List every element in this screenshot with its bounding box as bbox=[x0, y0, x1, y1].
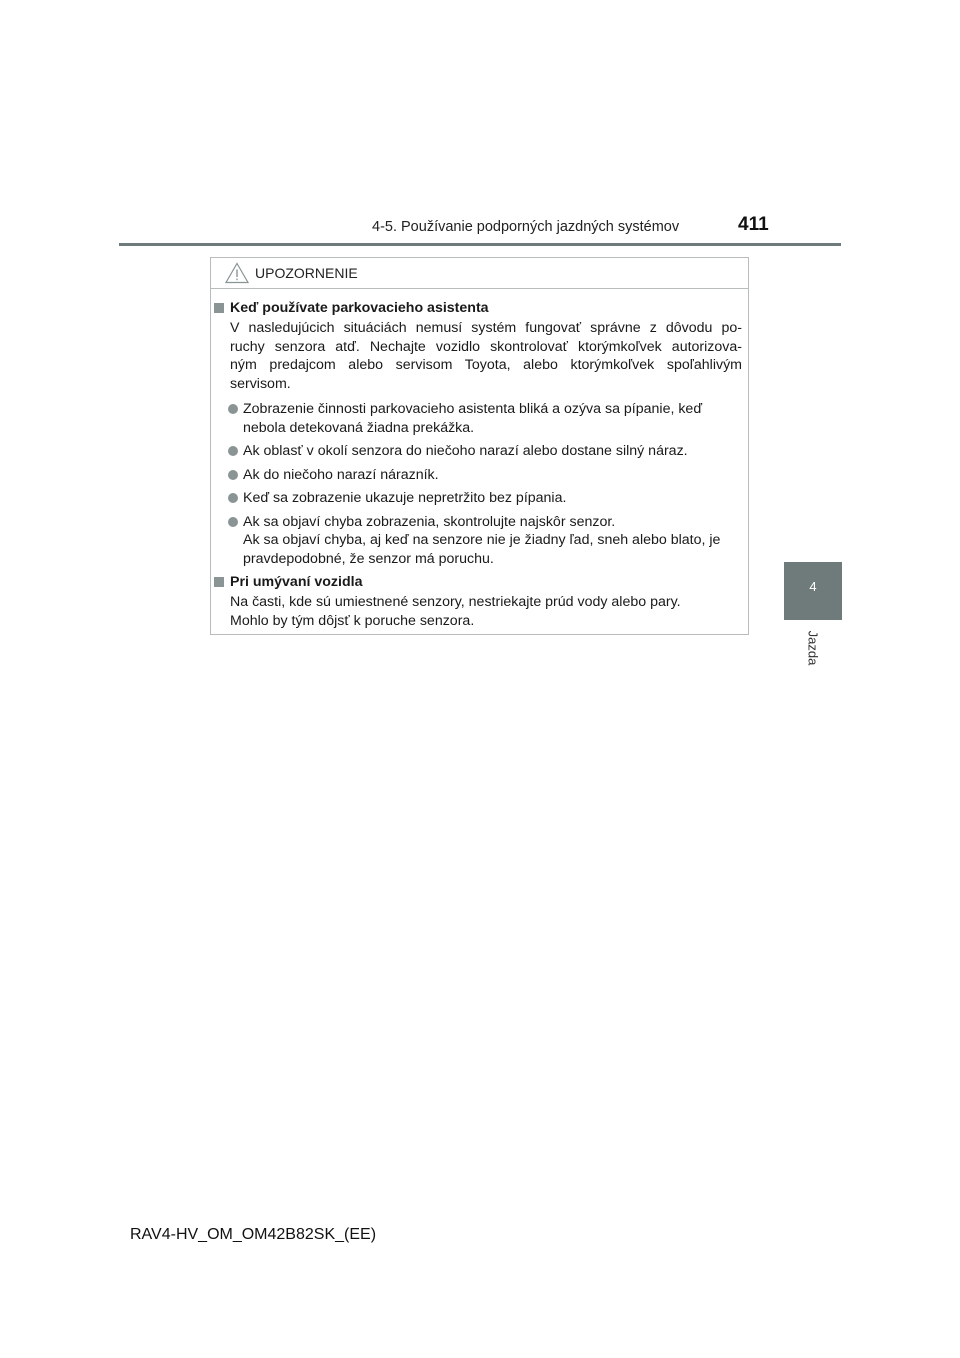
chapter-tab-number: 4 bbox=[784, 562, 842, 620]
paragraph-line: Na časti, kde sú umiestnené senzory, nestriekajte prúd vody alebo pary. bbox=[230, 594, 681, 610]
list-item bbox=[211, 466, 742, 485]
round-bullet-icon bbox=[228, 446, 238, 456]
paragraph-line: ruchy senzora atď. Nechajte vozidlo skontrolovať ktorýmkoľvek autorizova- bbox=[230, 338, 742, 355]
caution-title: UPOZORNENIE bbox=[255, 265, 358, 281]
list-item bbox=[211, 513, 742, 569]
section-heading bbox=[211, 573, 748, 591]
section-heading-text: Pri umývaní vozidla bbox=[230, 574, 363, 590]
list-item-text: Ak sa objaví chyba zobrazenia, skontrolujte najskôr senzor. bbox=[243, 513, 616, 530]
caution-box bbox=[210, 257, 749, 635]
list-item-text: Zobrazenie činnosti parkovacieho asistenta bliká a ozýva sa pípanie, keď nebola detekovaná žiadna prekážka. bbox=[243, 401, 703, 436]
list-item bbox=[211, 489, 742, 508]
page-section-title: 4-5. Používanie podporných jazdných systémov bbox=[372, 219, 680, 235]
caution-content bbox=[211, 299, 748, 630]
chapter-label-text: Jazda bbox=[805, 630, 821, 666]
caution-header bbox=[211, 258, 748, 289]
chapter-tab-label bbox=[778, 628, 848, 678]
section-paragraph bbox=[230, 319, 742, 393]
section-paragraph bbox=[230, 593, 742, 630]
round-bullet-icon bbox=[228, 493, 238, 503]
list-item-text: Ak do niečoho narazí nárazník. bbox=[243, 466, 439, 483]
section-heading-text: Keď používate parkovacieho asistenta bbox=[230, 300, 489, 316]
list-item-text: Keď sa zobrazenie ukazuje nepretržito bez pípania. bbox=[243, 490, 567, 506]
round-bullet-icon bbox=[228, 404, 238, 414]
paragraph-line: Mohlo by tým dôjsť k poruche senzora. bbox=[230, 612, 475, 629]
round-bullet-icon bbox=[228, 470, 238, 480]
square-bullet-icon bbox=[214, 303, 224, 313]
round-bullet-icon bbox=[228, 517, 238, 527]
paragraph-line: servisom. bbox=[230, 375, 291, 392]
page-number: 411 bbox=[738, 214, 769, 235]
paragraph-line: ným predajcom alebo servisom Toyota, alebo ktorýmkoľvek spoľahlivým bbox=[230, 357, 742, 373]
warning-triangle-icon bbox=[225, 262, 249, 284]
document-code: RAV4-HV_OM_OM42B82SK_(EE) bbox=[130, 1226, 377, 1243]
section-heading bbox=[211, 299, 748, 317]
square-bullet-icon bbox=[214, 577, 224, 587]
list-item bbox=[211, 442, 742, 461]
header-divider bbox=[119, 243, 841, 246]
list-item-text: Ak sa objaví chyba, aj keď na senzore nie je žiadny ľad, sneh alebo blato, je pravdepodobné, že senzor má poruchu. bbox=[243, 532, 721, 567]
list-item bbox=[211, 400, 742, 437]
list-item-text: Ak oblasť v okolí senzora do niečoho narazí alebo dostane silný náraz. bbox=[243, 443, 688, 459]
paragraph-line: V nasledujúcich situáciách nemusí systém fungovať správne z dôvodu po- bbox=[230, 320, 742, 336]
